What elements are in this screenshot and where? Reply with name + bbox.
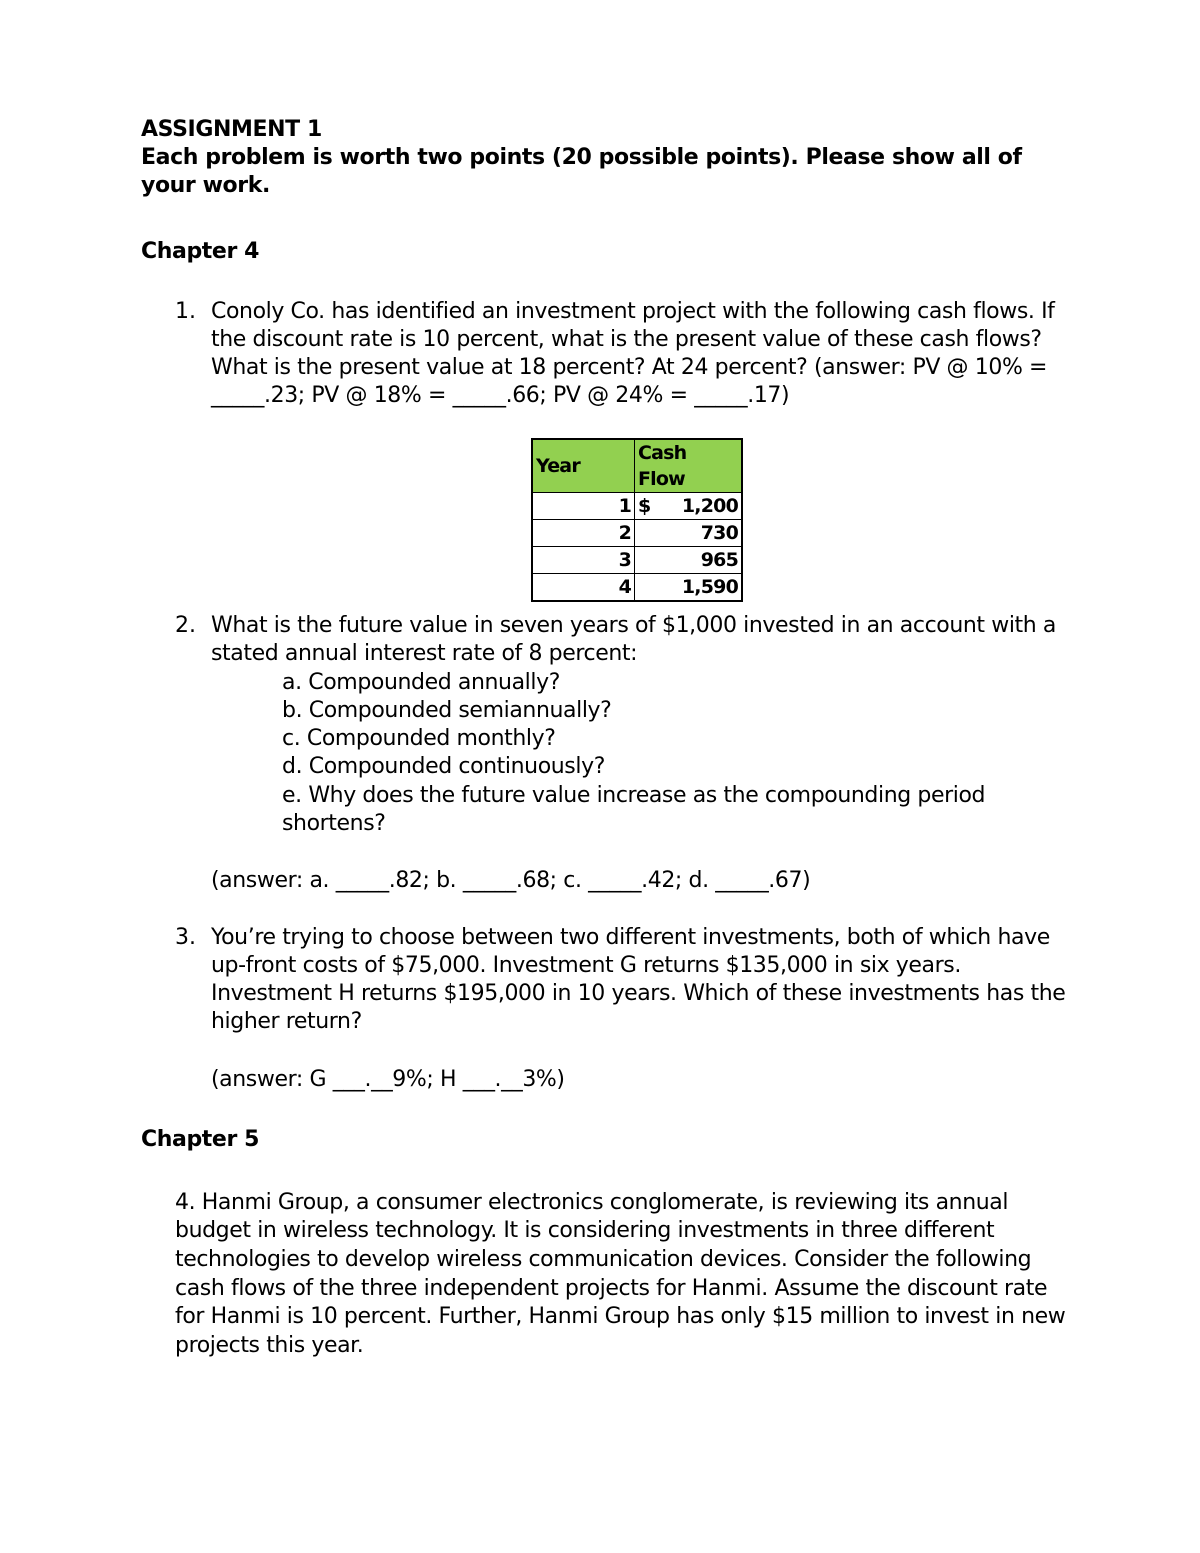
cash-flow-cell: 1,590 — [635, 574, 743, 602]
q4-line-1: 4. Hanmi Group, a consumer electronics conglomerate, is reviewing its annual — [175, 1190, 1009, 1215]
q1-line-3: What is the present value at 18 percent? At 24 percent? (answer: PV @ 10% = — [211, 355, 1048, 380]
q3-answer: (answer: G ___.__9%; H ___.__3%) — [211, 1067, 565, 1092]
q3-line-2: up-front costs of $75,000. Investment G returns $135,000 in six years. — [211, 953, 961, 978]
q1-line-2: the discount rate is 10 percent, what is the present value of these cash flows? — [211, 327, 1042, 352]
year-cell: 4 — [532, 574, 635, 602]
q1-number: 1. — [175, 299, 196, 324]
table-row — [532, 493, 742, 520]
cash-flow-table — [531, 438, 743, 602]
table-header-row — [532, 439, 742, 493]
currency-symbol: $ — [638, 495, 651, 517]
cash-flow-header: Cash Flow — [635, 439, 743, 493]
q3-line-3: Investment H returns $195,000 in 10 years. Which of these investments has the — [211, 981, 1066, 1006]
year-cell: 2 — [532, 520, 635, 547]
year-header: Year — [532, 439, 635, 493]
q2-item-d: d. Compounded continuously? — [282, 754, 605, 779]
q2-line-1: What is the future value in seven years of $1,000 invested in an account with a — [211, 613, 1056, 638]
q2-item-c: c. Compounded monthly? — [282, 726, 556, 751]
assignment-title: ASSIGNMENT 1 — [141, 117, 322, 142]
year-cell: 1 — [532, 493, 635, 520]
intro-line-1: Each problem is worth two points (20 possible points). Please show all of — [141, 145, 1022, 170]
q2-item-a: a. Compounded annually? — [282, 670, 561, 695]
q4-line-3: technologies to develop wireless communication devices. Consider the following — [175, 1247, 1032, 1272]
table-row — [532, 520, 742, 547]
table-row — [532, 574, 742, 602]
q3-line-1: You’re trying to choose between two different investments, both of which have — [211, 925, 1050, 950]
year-cell: 3 — [532, 547, 635, 574]
q1-line-1: Conoly Co. has identified an investment project with the following cash flows. If — [211, 299, 1055, 324]
cash-flow-cell: 730 — [635, 520, 743, 547]
q2-item-e-cont: shortens? — [282, 811, 386, 836]
q2-line-2: stated annual interest rate of 8 percent: — [211, 641, 638, 666]
table-row — [532, 547, 742, 574]
q2-answer: (answer: a. _____.82; b. _____.68; c. _____.42; d. _____.67) — [211, 868, 811, 893]
cash-flow-cell: 965 — [635, 547, 743, 574]
q2-item-e: e. Why does the future value increase as the compounding period — [282, 783, 986, 808]
chapter-4-heading: Chapter 4 — [141, 239, 260, 264]
chapter-5-heading: Chapter 5 — [141, 1127, 260, 1152]
q2-item-b: b. Compounded semiannually? — [282, 698, 612, 723]
q4-line-6: projects this year. — [175, 1333, 364, 1358]
q1-line-4: _____.23; PV @ 18% = _____.66; PV @ 24% = _____.17) — [211, 383, 790, 408]
q3-number: 3. — [175, 925, 196, 950]
q3-line-4: higher return? — [211, 1009, 362, 1034]
intro-line-2: your work. — [141, 173, 270, 198]
q4-line-2: budget in wireless technology. It is considering investments in three different — [175, 1218, 995, 1243]
q4-line-5: for Hanmi is 10 percent. Further, Hanmi Group has only $15 million to invest in new — [175, 1304, 1066, 1329]
q4-line-4: cash flows of the three independent projects for Hanmi. Assume the discount rate — [175, 1276, 1048, 1301]
q2-number: 2. — [175, 613, 196, 638]
cash-flow-value: 1,200 — [681, 495, 738, 517]
cash-flow-cell — [635, 493, 743, 520]
